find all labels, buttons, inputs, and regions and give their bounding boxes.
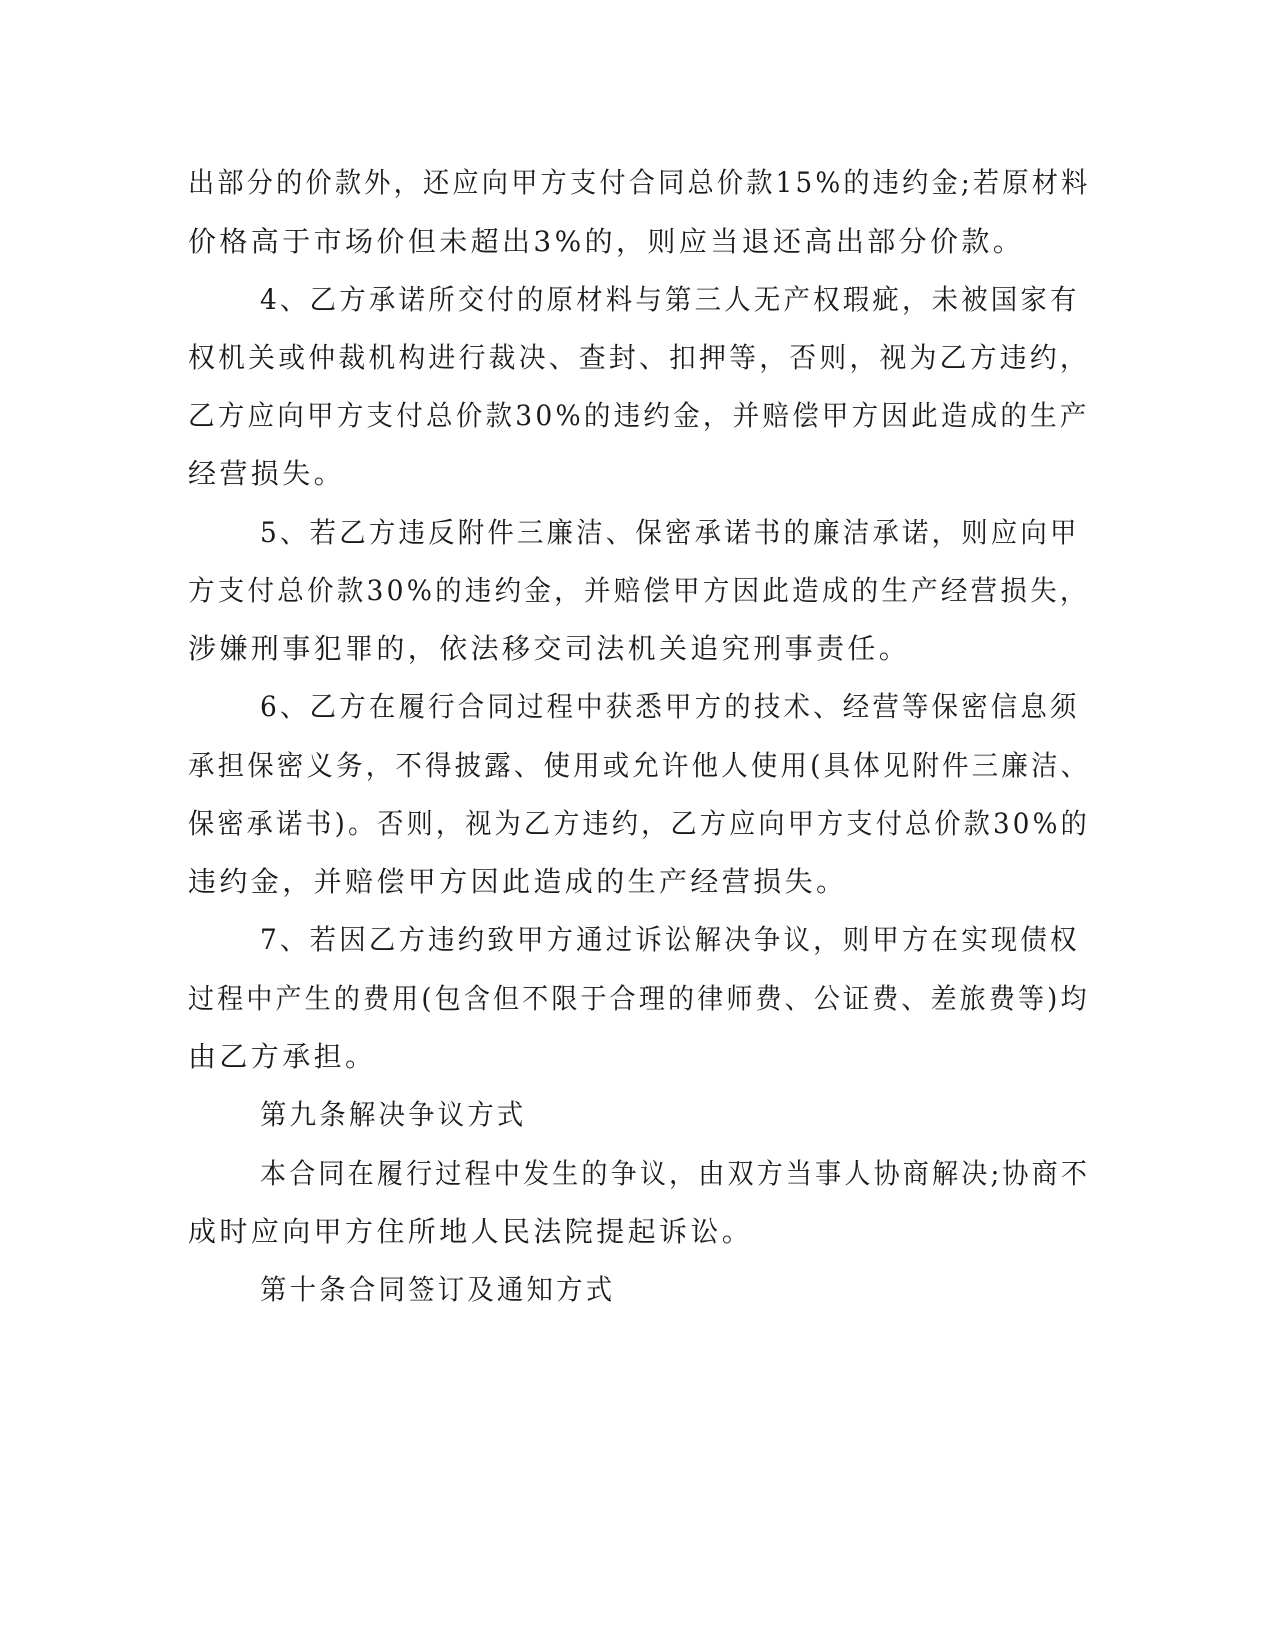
paragraph-4-line-2: 权机关或仲裁机构进行裁决、查封、扣押等，否则，视为乙方违约，	[188, 341, 1090, 374]
text-line-2: 价格高于市场价但未超出3%的，则应当退还高出部分价款。	[188, 225, 1025, 258]
paragraph-7-line-3: 由乙方承担。	[188, 1040, 377, 1073]
paragraph-6-line-3: 保密承诺书)。否则，视为乙方违约，乙方应向甲方支付总价款30%的	[188, 807, 1090, 840]
paragraph-6-line-1: 6、乙方在履行合同过程中获悉甲方的技术、经营等保密信息须	[260, 690, 1080, 723]
paragraph-7-line-1: 7、若因乙方违约致甲方通过诉讼解决争议，则甲方在实现债权	[260, 923, 1080, 956]
text-line-1: 出部分的价款外，还应向甲方支付合同总价款15%的违约金;若原材料	[188, 166, 1091, 199]
paragraph-6-line-4: 违约金，并赔偿甲方因此造成的生产经营损失。	[188, 865, 848, 898]
paragraph-4-line-3: 乙方应向甲方支付总价款30%的违约金，并赔偿甲方因此造成的生产	[188, 399, 1090, 432]
section-heading-9: 第九条解决争议方式	[260, 1098, 527, 1131]
section-9-line-1: 本合同在履行过程中发生的争议，由双方当事人协商解决;协商不	[260, 1157, 1091, 1190]
paragraph-5-line-2: 方支付总价款30%的违约金，并赔偿甲方因此造成的生产经营损失，	[188, 574, 1090, 607]
paragraph-4-line-4: 经营损失。	[188, 457, 346, 490]
paragraph-7-line-2: 过程中产生的费用(包含但不限于合理的律师费、公证费、差旅费等)均	[188, 982, 1090, 1015]
paragraph-4-line-1: 4、乙方承诺所交付的原材料与第三人无产权瑕疵，未被国家有	[260, 283, 1080, 316]
paragraph-5-line-3: 涉嫌刑事犯罪的，依法移交司法机关追究刑事责任。	[188, 632, 911, 665]
paragraph-6-line-2: 承担保密义务，不得披露、使用或允许他人使用(具体见附件三廉洁、	[188, 749, 1091, 782]
section-heading-10: 第十条合同签订及通知方式	[260, 1273, 616, 1306]
section-9-line-2: 成时应向甲方住所地人民法院提起诉讼。	[188, 1215, 754, 1248]
paragraph-5-line-1: 5、若乙方违反附件三廉洁、保密承诺书的廉洁承诺，则应向甲	[260, 516, 1080, 549]
